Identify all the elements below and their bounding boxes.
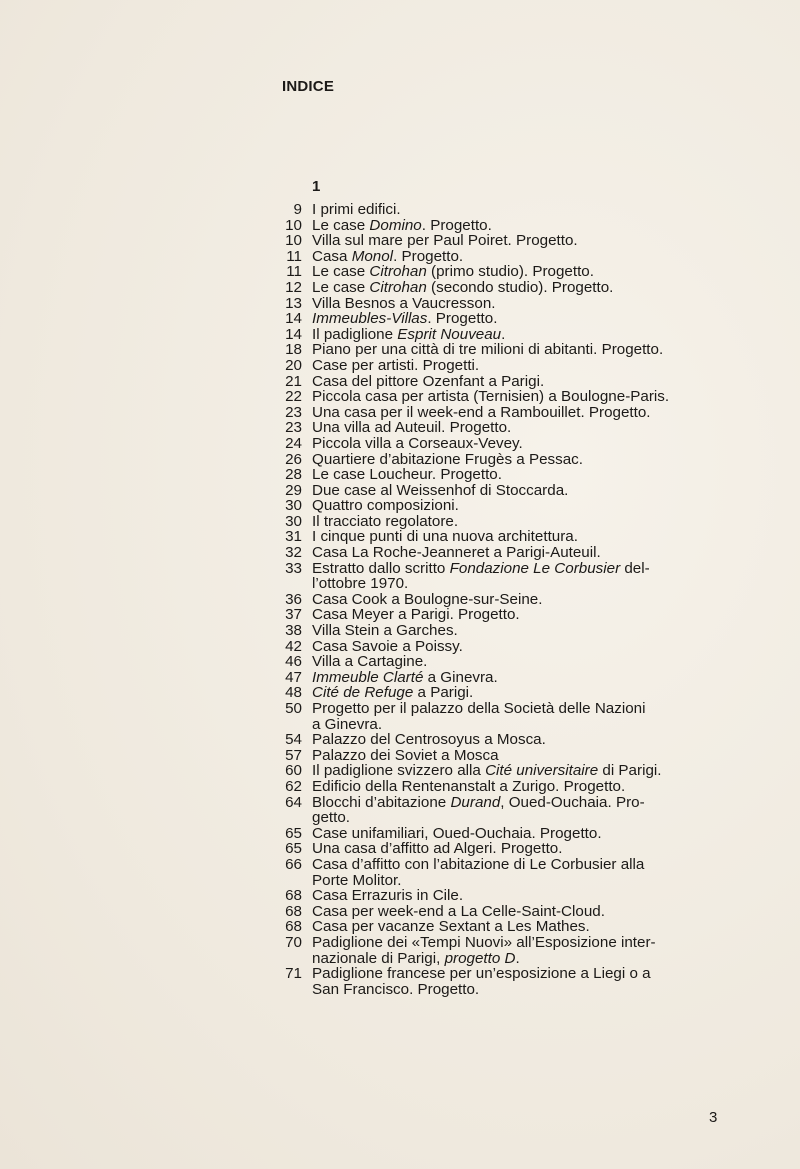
toc-italic-title: Cité universitaire [485, 762, 599, 780]
toc-entry [268, 498, 738, 514]
toc-entry [268, 732, 738, 748]
toc-entry [268, 374, 738, 390]
toc-entry-title [312, 685, 738, 701]
toc-entry-title [312, 826, 738, 842]
toc-entry-title [312, 249, 738, 265]
toc-text: a Parigi. [413, 684, 474, 702]
toc-entry [268, 654, 738, 670]
toc-page-number: 9 [293, 201, 302, 218]
toc-entry [268, 420, 738, 436]
toc-text: Porte Molitor. [312, 871, 402, 889]
toc-text: di Parigi. [598, 762, 662, 780]
toc-italic-title: Cité de Refuge [312, 684, 414, 702]
toc-page-number: 48 [285, 684, 302, 702]
toc-text: Una villa ad Auteuil. Progetto. [312, 419, 512, 437]
toc-entry-title [312, 561, 738, 592]
toc-entry [268, 623, 738, 639]
toc-text: Il padiglione svizzero alla [312, 762, 486, 780]
toc-entry-title [312, 592, 738, 608]
toc-entry-title [312, 654, 738, 670]
toc-entry [268, 202, 738, 218]
toc-text: Progetto per il palazzo della Società delle Nazioni [312, 700, 646, 717]
page-number: 3 [709, 1109, 718, 1126]
toc-entry-title [312, 623, 738, 639]
toc-page-number: 32 [285, 544, 302, 562]
toc-entry [268, 545, 738, 561]
section-number: 1 [312, 178, 321, 195]
toc-text: Padiglione dei «Tempi Nuovi» all’Esposizione inter- [312, 933, 656, 951]
toc-page-number: 50 [285, 700, 302, 717]
toc-entry-title [312, 529, 738, 545]
toc-page-number: 65 [285, 840, 302, 858]
toc-entry [268, 607, 738, 623]
toc-text: l’ottobre 1970. [312, 575, 409, 593]
toc-text: Le case [312, 263, 370, 281]
toc-entry-title [312, 607, 738, 623]
toc-entry-title [312, 233, 738, 249]
toc-entry [268, 935, 738, 966]
toc-entry-title [312, 280, 738, 296]
toc-entry [268, 249, 738, 265]
toc-text: Una casa d’affitto ad Algeri. Progetto. [312, 840, 563, 858]
toc-entry [268, 701, 738, 732]
toc-entry [268, 483, 738, 499]
toc-entry-title [312, 342, 738, 358]
toc-text: Piccola casa per artista (Ternisien) a Boulogne-Paris. [312, 388, 670, 406]
toc-text: (secondo studio). Progetto. [426, 278, 614, 296]
toc-page-number: 68 [285, 902, 302, 920]
toc-italic-title: Fondazione Le Corbusier [449, 559, 621, 577]
toc-entry-title [312, 467, 738, 483]
toc-text: Villa sul mare per Paul Poiret. Progetto. [312, 232, 578, 250]
toc-entry-title [312, 498, 738, 514]
toc-text: Casa per vacanze Sextant a Les Mathes. [312, 918, 590, 936]
toc-entry-title [312, 420, 738, 436]
toc-text: Palazzo del Centrosoyus a Mosca. [312, 731, 546, 749]
toc-text: San Francisco. Progetto. [312, 980, 480, 998]
toc-entry [268, 452, 738, 468]
toc-text: Casa [312, 247, 352, 265]
toc-page-number: 37 [285, 606, 302, 624]
toc-entry-title [312, 218, 738, 234]
toc-entry [268, 233, 738, 249]
toc-text: , Oued-Ouchaia. Pro- [500, 793, 645, 811]
toc-page-number: 23 [285, 419, 302, 437]
toc-entry-title [312, 763, 738, 779]
toc-entry [268, 904, 738, 920]
toc-entry [268, 639, 738, 655]
toc-text: Quattro composizioni. [312, 497, 459, 515]
toc-text: Quartiere d’abitazione Frugès a Pessac. [312, 450, 583, 468]
toc-italic-title: Immeuble Clarté [312, 668, 424, 686]
toc-entry [268, 670, 738, 686]
toc-entry-title [312, 670, 738, 686]
toc-entry [268, 342, 738, 358]
toc-page-number: 46 [285, 653, 302, 671]
toc-text: Una casa per il week-end a Rambouillet. Progetto. [312, 403, 651, 421]
toc-entry-title [312, 748, 738, 764]
toc-entry-title [312, 888, 738, 904]
toc-entry [268, 779, 738, 795]
toc-italic-title: Domino [369, 216, 422, 234]
toc-page-number: 10 [285, 232, 302, 250]
toc-page-number: 23 [285, 403, 302, 421]
toc-italic-title: Immeubles-Villas [312, 310, 428, 328]
toc-entry-title [312, 701, 738, 732]
toc-entry [268, 327, 738, 343]
toc-text: nazionale di Parigi, [312, 949, 445, 967]
toc-entry-title [312, 327, 738, 343]
toc-entry [268, 389, 738, 405]
toc-entry-title [312, 779, 738, 795]
toc-page-number: 36 [285, 590, 302, 608]
toc-entry-title [312, 732, 738, 748]
toc-text: (primo studio). Progetto. [426, 263, 594, 281]
toc-entry [268, 795, 738, 826]
toc-text: Estratto dallo scritto [312, 559, 450, 577]
toc-entry [268, 405, 738, 421]
toc-text: Casa Cook a Boulogne-sur-Seine. [312, 590, 543, 608]
toc-page-number: 42 [285, 637, 302, 655]
toc-page-number: 38 [285, 622, 302, 640]
toc-entry [268, 467, 738, 483]
toc-page-number: 10 [285, 216, 302, 234]
toc-entry [268, 561, 738, 592]
toc-text: I primi edifici. [312, 201, 401, 218]
toc-entry-title [312, 639, 738, 655]
toc-text: a Ginevra. [312, 715, 383, 733]
toc-entry-title [312, 966, 738, 997]
toc-text: del- [620, 559, 650, 577]
toc-entry-title [312, 545, 738, 561]
toc-entry [268, 529, 738, 545]
toc-italic-title: Citrohan [369, 263, 427, 281]
toc-entry-title [312, 795, 738, 826]
toc-entry-title [312, 358, 738, 374]
toc-text: Casa Savoie a Poissy. [312, 637, 463, 655]
toc-entry-title [312, 296, 738, 312]
toc-page-number: 31 [285, 528, 302, 546]
toc-page-number: 26 [285, 450, 302, 468]
toc-page-number: 30 [285, 497, 302, 515]
toc-page-number: 22 [285, 388, 302, 406]
toc-text: Casa Errazuris in Cile. [312, 887, 464, 905]
toc-text: Due case al Weissenhof di Stoccarda. [312, 481, 569, 499]
toc-entry [268, 685, 738, 701]
toc-entry-title [312, 935, 738, 966]
toc-entry [268, 436, 738, 452]
toc-text: Palazzo dei Soviet a Mosca [312, 746, 499, 764]
toc-text: Casa La Roche-Jeanneret a Parigi-Auteuil. [312, 544, 601, 562]
toc-text: Il padiglione [312, 325, 398, 343]
toc-entry-title [312, 857, 738, 888]
toc-italic-title: Monol [351, 247, 394, 265]
toc-entry [268, 311, 738, 327]
toc-page-number: 11 [286, 263, 302, 281]
toc-text: Il tracciato regolatore. [312, 512, 459, 530]
toc-page-number: 47 [285, 668, 302, 686]
toc-text: Villa a Cartagine. [312, 653, 428, 671]
toc-entry-title [312, 841, 738, 857]
toc-entry [268, 888, 738, 904]
toc-page-number: 66 [285, 855, 302, 873]
toc-entry-title [312, 514, 738, 530]
toc-text: a Ginevra. [423, 668, 498, 686]
toc-page-number: 70 [285, 933, 302, 951]
toc-page-number: 13 [285, 294, 302, 312]
toc-text: I cinque punti di una nuova architettura. [312, 528, 578, 546]
toc-page-number: 18 [285, 341, 302, 359]
toc-text: . Progetto. [393, 247, 464, 265]
toc-entry [268, 358, 738, 374]
toc-entry [268, 919, 738, 935]
toc-entry [268, 857, 738, 888]
toc-text: Piccola villa a Corseaux-Vevey. [312, 434, 523, 452]
toc-entry [268, 218, 738, 234]
toc-entry-title [312, 483, 738, 499]
toc-entry [268, 763, 738, 779]
toc-page-number: 33 [285, 559, 302, 577]
toc-entry-title [312, 374, 738, 390]
toc-entry [268, 280, 738, 296]
toc-text: Padiglione francese per un’esposizione a Liegi o a [312, 965, 651, 983]
toc-entry-title [312, 452, 738, 468]
toc-entry [268, 826, 738, 842]
toc-text: . Progetto. [427, 310, 498, 328]
toc-entry [268, 592, 738, 608]
toc-page-number: 62 [285, 777, 302, 795]
toc-page-number: 14 [285, 325, 302, 343]
toc-entry-title [312, 436, 738, 452]
toc-text: Casa d’affitto con l’abitazione di Le Corbusier alla [312, 855, 645, 873]
toc-entry [268, 841, 738, 857]
toc-text: Le case [312, 216, 370, 234]
toc-entry [268, 966, 738, 997]
toc-entry [268, 514, 738, 530]
toc-entry-title [312, 389, 738, 405]
toc-entry [268, 296, 738, 312]
toc-page-number: 28 [285, 466, 302, 484]
toc-page-number: 29 [285, 481, 302, 499]
toc-text: . [515, 949, 520, 967]
toc-page-number: 68 [285, 887, 302, 905]
toc-entry-title [312, 311, 738, 327]
toc-page-number: 30 [285, 512, 302, 530]
toc-italic-title: Citrohan [369, 278, 427, 296]
toc-page-number: 68 [285, 918, 302, 936]
toc-page-number: 24 [285, 434, 302, 452]
toc-entry [268, 264, 738, 280]
toc-text: Edificio della Rentenanstalt a Zurigo. Progetto. [312, 777, 626, 795]
table-of-contents [268, 202, 738, 997]
toc-italic-title: Esprit Nouveau [397, 325, 502, 343]
toc-entry-title [312, 919, 738, 935]
toc-page-number: 14 [285, 310, 302, 328]
toc-page-number: 12 [285, 278, 302, 296]
toc-text: . [501, 325, 506, 343]
toc-text: Casa del pittore Ozenfant a Parigi. [312, 372, 545, 390]
toc-page-number: 64 [285, 793, 302, 811]
toc-entry-title [312, 405, 738, 421]
toc-text: getto. [312, 809, 350, 827]
toc-text: Le case Loucheur. Progetto. [312, 466, 502, 484]
toc-page-number: 57 [285, 746, 302, 764]
toc-italic-title: progetto D [444, 949, 516, 967]
toc-page-number: 11 [286, 247, 302, 265]
toc-text: Case per artisti. Progetti. [312, 356, 480, 374]
toc-text: Villa Besnos a Vaucresson. [312, 294, 496, 312]
toc-text: Piano per una città di tre milioni di abitanti. Progetto. [312, 341, 664, 359]
toc-text: Villa Stein a Garches. [312, 622, 458, 640]
page-title: INDICE [282, 78, 335, 95]
toc-text: Blocchi d’abitazione [312, 793, 451, 811]
toc-page-number: 54 [285, 731, 302, 749]
toc-page-number: 20 [285, 356, 302, 374]
toc-page-number: 71 [285, 965, 302, 983]
toc-italic-title: Durand [450, 793, 501, 811]
toc-text: Casa per week-end a La Celle-Saint-Cloud. [312, 902, 605, 920]
toc-entry-title [312, 904, 738, 920]
toc-text: Casa Meyer a Parigi. Progetto. [312, 606, 520, 624]
toc-page-number: 65 [285, 824, 302, 842]
toc-text: . Progetto. [421, 216, 492, 234]
toc-page-number: 60 [285, 762, 302, 780]
toc-entry-title [312, 264, 738, 280]
toc-text: Case unifamiliari, Oued-Ouchaia. Progetto. [312, 824, 602, 842]
toc-entry [268, 748, 738, 764]
toc-page-number: 21 [285, 372, 302, 390]
toc-entry-title [312, 202, 738, 218]
toc-text: Le case [312, 278, 370, 296]
